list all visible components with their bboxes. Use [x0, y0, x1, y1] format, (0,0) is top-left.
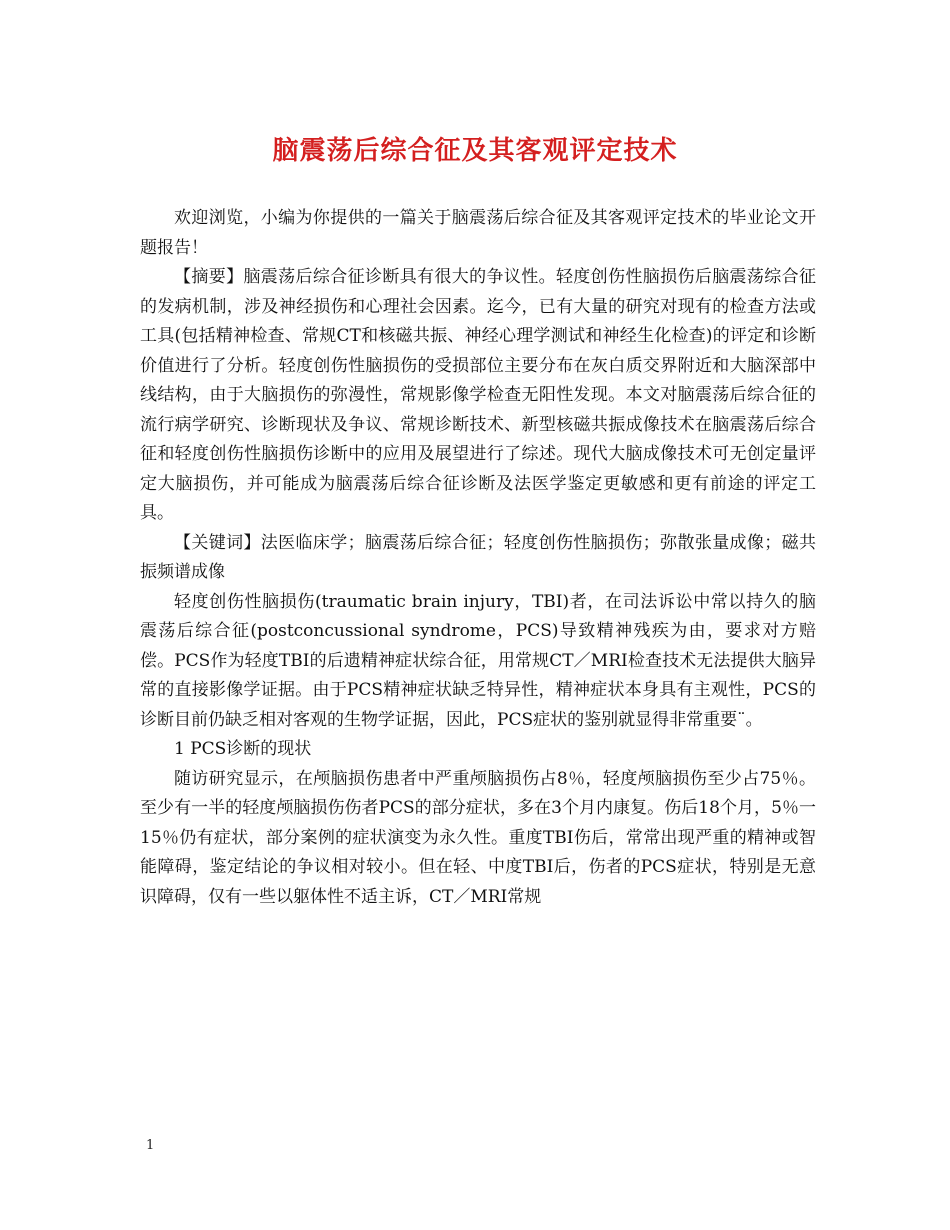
section-paragraph: 随访研究显示，在颅脑损伤患者中严重颅脑损伤占8％，轻度颅脑损伤至少占75％。至少有一半的轻度颅脑损伤伤者PCS的部分症状，多在3个月内康复。伤后18个月，5％一15％仍有症状，部分案例的症状演变为永久性。重度TBI伤后，常常出现严重的精神或智能障碍，鉴定结论的争议相对较小。但在轻、中度TBI后，伤者的PCS症状，特别是无意识障碍，仅有一些以躯体性不适主诉，CT／MRI常规: [140, 768, 816, 907]
intro-paragraph: 欢迎浏览，小编为你提供的一篇关于脑震荡后综合征及其客观评定技术的毕业论文开题报告！: [140, 208, 816, 258]
section-heading: 1 PCS诊断的现状: [174, 739, 312, 759]
document-body: [140, 204, 816, 912]
abstract-paragraph: 【摘要】脑震荡后综合征诊断具有很大的争议性。轻度创伤性脑损伤后脑震荡综合征的发病机制，涉及神经损伤和心理社会因素。迄今，已有大量的研究对现有的检查方法或工具(包括精神检查、常规CT和核磁共振、神经心理学测试和神经生化检查)的评定和诊断价值进行了分析。轻度创伤性脑损伤的受损部位主要分布在灰白质交界附近和大脑深部中线结构，由于大脑损伤的弥漫性，常规影像学检查无阳性发现。本文对脑震荡后综合征的流行病学研究、诊断现状及争议、常规诊断技术、新型核磁共振成像技术在脑震荡后综合征和轻度创伤性脑损伤诊断中的应用及展望进行了综述。现代大脑成像技术可无创定量评定大脑损伤，并可能成为脑震荡后综合征诊断及法医学鉴定更敏感和更有前途的评定工具。: [140, 267, 816, 523]
keywords-paragraph: 【关键词】法医临床学；脑震荡后综合征；轻度创伤性脑损伤；弥散张量成像；磁共振频谱成像: [140, 532, 816, 582]
document-title: 脑震荡后综合征及其客观评定技术: [272, 136, 678, 166]
page-number: 1: [146, 1138, 155, 1153]
background-paragraph: 轻度创伤性脑损伤(traumatic brain injury，TBI)者，在司法诉讼中常以持久的脑震荡后综合征(postconcussional syndrome，PCS)导致精神残疾为由，要求对方赔偿。PCS作为轻度TBI的后遗精神症状综合征，用常规CT／MRI检查技术无法提供大脑异常的直接影像学证据。由于PCS精神症状缺乏特异性，精神症状本身具有主观性，PCS的诊断目前仍缺乏相对客观的生物学证据，因此，PCS症状的鉴别就显得非常重要¨。: [140, 591, 816, 730]
